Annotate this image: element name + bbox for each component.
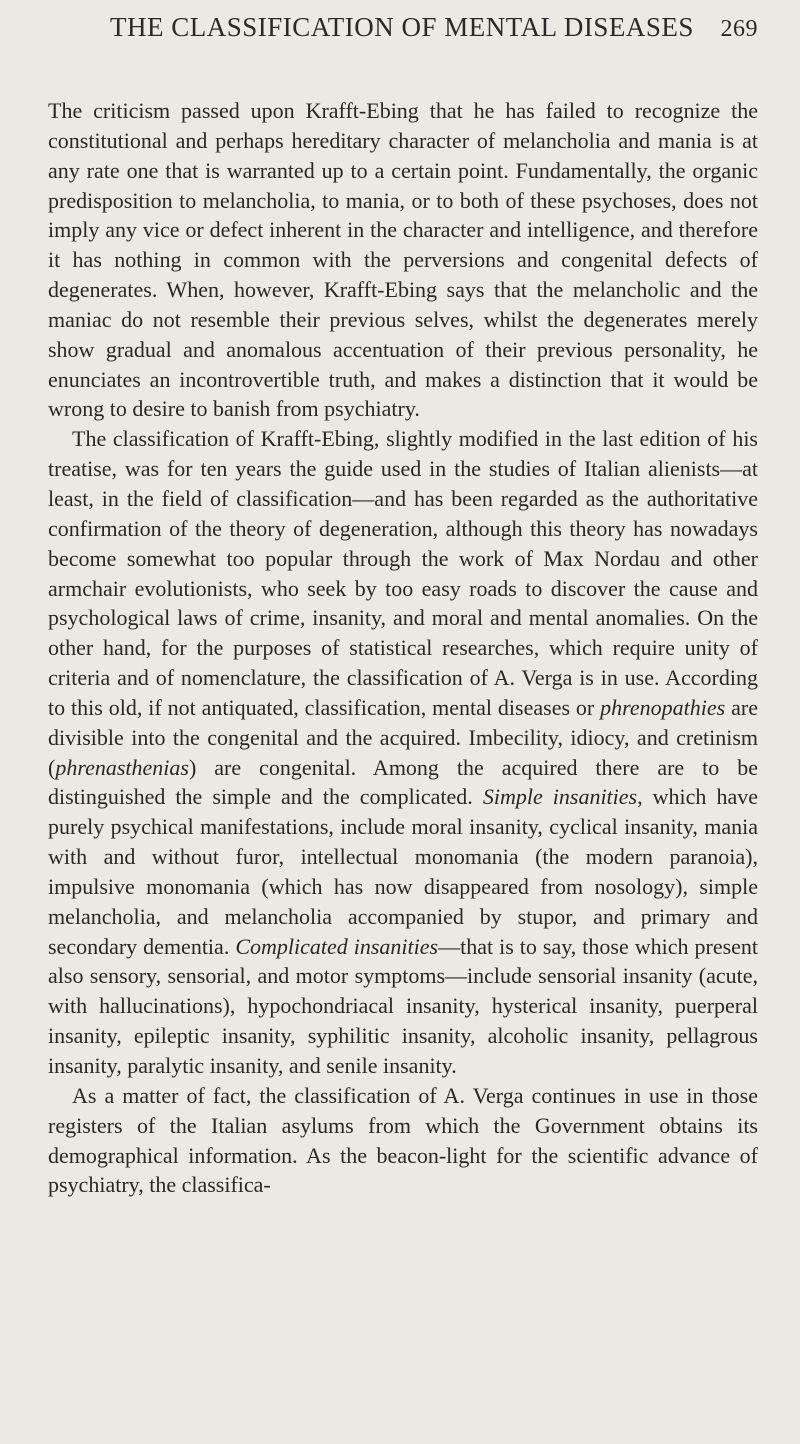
body-text xyxy=(48,96,758,1200)
paragraph-text: The criticism passed upon Krafft-Ebing that he has failed to recognize the constitutional and perhaps hereditary character of melancholia and mania is at any rate one that is warranted up to a certain point. Fundamentally, the organic predisposition to melancholia, to mania, or to both of these psychoses, does not imply any vice or defect inherent in the character and intelligence, and therefore it has nothing in common with the perversions and congenital defects of degenerates. When, however, Krafft-Ebing says that the melancholic and the maniac do not resemble their previous selves, whilst the degenerates merely show gradual and anomalous accentuation of their previous personality, he enunciates an incontrovertible truth, and makes a distinction that it would be wrong to desire to banish from psychiatry. xyxy=(48,98,758,422)
paragraph-text: , which have purely psychical manifestations, include moral insanity, cyclical insanity, mania with and without furor, intellectual monomania (the modern paranoia), impulsive monomania (which has now disappeared from nosology), simple melancholia, and melancholia accompanied by stupor, and primary and secondary dementia. xyxy=(48,784,759,959)
paragraph-text: —that is to say, those which present also sensory, sensorial, and motor symptoms—include sensorial insanity (acute, with hallucinations), hypochondriacal insanity, hysterical insanity, puerperal insanity, epileptic insanity, syphilitic insanity, alcoholic insanity, pellagrous insanity, paralytic insanity, and senile insanity. xyxy=(48,933,759,1078)
paragraph-text: The classification of Krafft-Ebing, slightly modified in the last edition of his treatise, was for ten years the guide used in the studies of Italian alienists—at least, in the field of classification—and has been regarded as the authoritative confirmation of the theory of degeneration, although this theory has nowadays become somewhat too popular through the work of Max Nordau and other armchair evolutionists, who seek by too easy roads to discover the cause and psychological laws of crime, insanity, and moral and mental anomalies. On the other hand, for the purposes of statistical researches, which require unity of criteria and of nomenclature, the classification of A. Verga is in use. According to this old, if not antiquated, classification, mental diseases or xyxy=(48,426,758,720)
italic-term: phrenasthenias xyxy=(55,754,189,780)
running-head xyxy=(110,12,758,43)
paragraph xyxy=(48,96,758,424)
italic-term: Complicated insanities xyxy=(235,933,439,959)
running-head-title: THE CLASSIFICATION OF MENTAL DISEASES xyxy=(110,12,694,42)
italic-term: Simple insanities xyxy=(482,784,638,810)
paragraph-text: As a matter of fact, the classification of A. Verga continues in use in those registers of the Italian asylums from which the Government obtains its demographical information. As the beacon-light for the scientific advance of psychiatry, the classifica- xyxy=(48,1082,758,1198)
paragraph xyxy=(48,1081,758,1200)
italic-term: phrenopathies xyxy=(600,694,726,720)
page-number: 269 xyxy=(720,16,758,42)
paragraph-text: are divisible into the congenital and the acquired. Imbecility, idiocy, and cretinism ( xyxy=(48,694,759,780)
paragraph xyxy=(48,424,758,1081)
paragraph-text: ) are congenital. Among the acquired there are to be distinguished the simple and the complicated. xyxy=(48,754,758,810)
